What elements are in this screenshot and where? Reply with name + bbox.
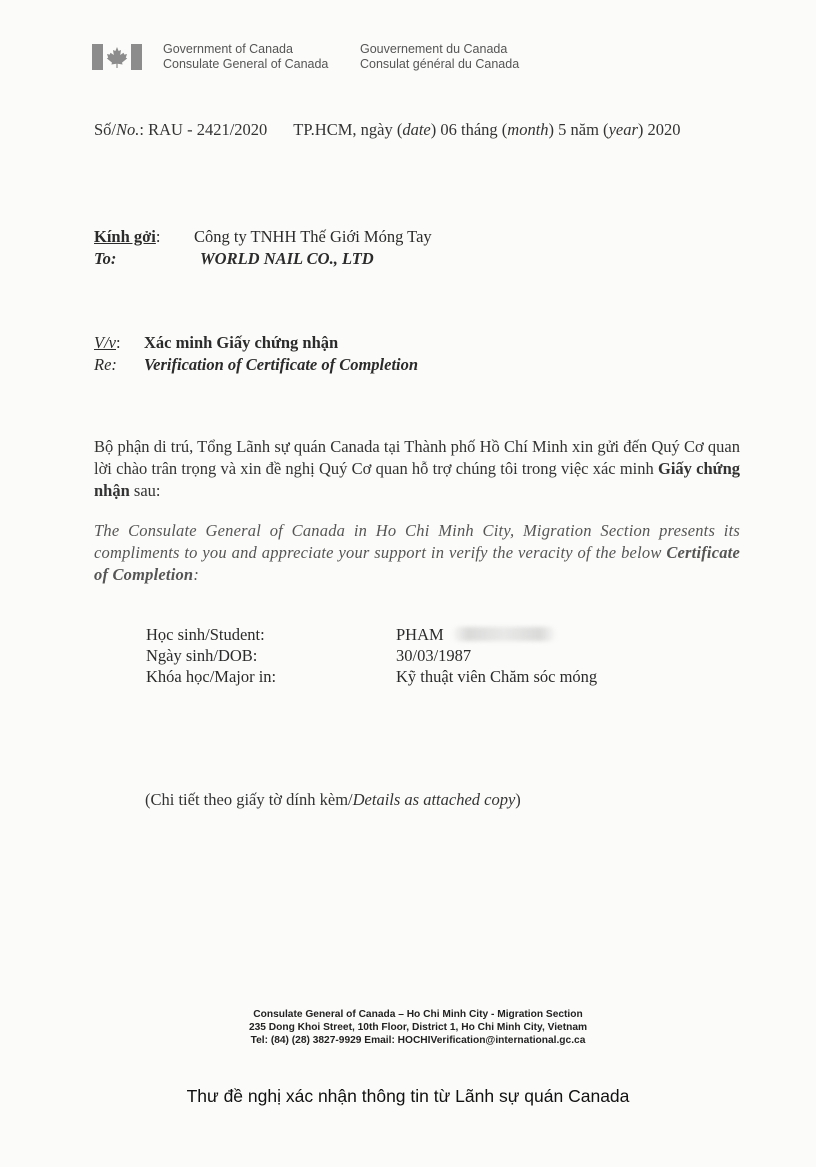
ref-month: ) 5 năm ( <box>548 120 609 139</box>
addressee-label-en: To: <box>94 249 117 268</box>
redacted-name <box>452 627 556 641</box>
government-name-en <box>163 42 328 72</box>
image-caption: Thư đề nghị xác nhận thông tin từ Lãnh sự quán Canada <box>186 1086 630 1106</box>
attached-note-vi: (Chi tiết theo giấy tờ dính kèm/ <box>145 790 353 809</box>
footer-line-3: Tel: (84) (28) 3827-9929 Email: HOCHIVerification@international.gc.ca <box>250 1035 586 1046</box>
subject-colon: : <box>116 333 121 352</box>
ref-city: TP.HCM, ngày ( <box>293 120 403 139</box>
letter-footer <box>0 1008 816 1047</box>
addressee-block <box>94 226 432 270</box>
subject-value-en: Verification of Certificate of Completion <box>144 355 419 374</box>
subject-label-vi: V/v <box>94 333 116 352</box>
body-vi-text: Bộ phận di trú, Tổng Lãnh sự quán Canada tại Thành phố Hồ Chí Minh xin gửi đến Quý Cơ quan lời chào trân trọng và xin đề nghị Quý Cơ quan hỗ trợ chúng tôi trong việc xác minh <box>94 437 740 478</box>
gov-en-line-1: Government of Canada <box>163 42 293 56</box>
addressee-value-en: WORLD NAIL CO., LTD <box>200 249 374 268</box>
footer-line-2: 235 Dong Khoi Street, 10th Floor, District 1, Ho Chi Minh City, Vietnam <box>248 1022 588 1033</box>
certificate-details <box>146 624 597 687</box>
gov-en-line-2: Consulate General of Canada <box>163 57 329 71</box>
attached-note <box>145 790 521 810</box>
ref-day: ) 06 tháng ( <box>430 120 508 139</box>
detail-row-student <box>146 624 597 645</box>
detail-row-dob <box>146 645 597 666</box>
subject-value-vi: Xác minh Giấy chứng nhận <box>144 333 339 352</box>
dob-value: 30/03/1987 <box>396 646 472 665</box>
subject-label-en: Re: <box>94 355 117 374</box>
ref-date-en: date <box>402 120 431 139</box>
addressee-value-vi: Công ty TNHH Thế Giới Móng Tay <box>194 227 432 246</box>
student-value: PHAM <box>396 625 444 644</box>
major-label: Khóa học/Major in: <box>146 667 277 686</box>
addressee-colon: : <box>155 227 161 246</box>
ref-month-en: month <box>507 120 549 139</box>
ref-year: ) 2020 <box>637 120 681 139</box>
body-en-bold: Certificate of Completion <box>94 543 740 584</box>
dob-label: Ngày sinh/DOB: <box>146 646 258 665</box>
ref-year-en: year <box>608 120 638 139</box>
gov-fr-line-2: Consulat général du Canada <box>360 57 520 71</box>
government-name-fr <box>360 42 519 72</box>
body-paragraph-vi <box>94 436 740 502</box>
canada-flag-logo <box>92 44 142 70</box>
body-en-text: The Consulate General of Canada in Ho Chi Minh City, Migration Section presents its compliments to you and appreciate your support in verify the veracity of the below <box>94 521 740 562</box>
addressee-label-vi: Kính gởi <box>94 227 156 246</box>
attached-note-en: Details as attached copy <box>352 790 516 809</box>
student-label: Học sinh/Student: <box>146 625 265 644</box>
subject-block <box>94 332 418 376</box>
major-value: Kỹ thuật viên Chăm sóc móng <box>396 667 598 686</box>
footer-line-1: Consulate General of Canada – Ho Chi Minh City - Migration Section <box>253 1009 583 1020</box>
detail-row-major <box>146 666 597 687</box>
body-vi-end: sau: <box>129 481 161 500</box>
gov-fr-line-1: Gouvernement du Canada <box>360 42 508 56</box>
body-en-end: : <box>193 565 200 584</box>
ref-no-label-en: No. <box>116 120 140 139</box>
ref-number: : RAU - 2421/2020 <box>139 120 268 139</box>
attached-note-close: ) <box>515 790 521 809</box>
body-vi-bold: Giấy chứng nhận <box>94 459 741 500</box>
reference-line <box>94 120 681 140</box>
body-paragraph-en <box>94 520 740 586</box>
ref-no-label-vi: Số/ <box>94 120 117 139</box>
